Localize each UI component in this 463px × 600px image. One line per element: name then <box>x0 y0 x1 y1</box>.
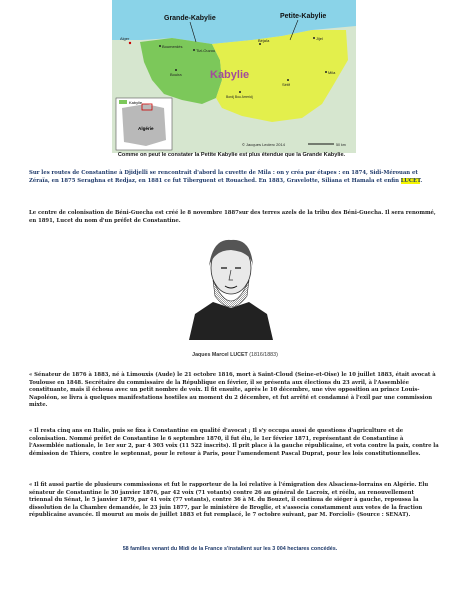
map-label-grande-kabylie: Grande-Kabylie <box>164 15 216 22</box>
town-alger: Alger <box>120 36 130 41</box>
town-jijel: Jijel <box>316 36 323 41</box>
town-setif: Sétif <box>282 82 291 87</box>
map-credit: © Jacques Leclerc 2014 <box>242 142 285 147</box>
paragraph-constantine: « Il resta cinq ans en Italie, puis se fixa à Constantine en qualité d'avocat ; Il s'y occupa aussi de questions d'agriculture et de colonisation. Nommé préfet de Constantine le 6 septembre 1870, il fut élu, le 1er février 1871, représentant de Constantine à l'Assemblée nationale, le 1er sur 2, par 4 303 voix (11 522 inscrits). Il prit place à la gauche républicaine, et vota contre la paix, contre la démission de Thiers, contre le septennat, pour le retour à Paris, pour l'amendement Pascal Duprat, pour les lois constitutionnelles. <box>29 428 439 457</box>
highlight-lucet: LUCET <box>400 177 421 184</box>
map-caption: Comme on peut le constater la Petite Kabylie est plus étendue que la Grande Kabylie. <box>117 152 346 158</box>
kabylie-map <box>112 0 356 153</box>
town-bba: Bordj Bou Arreridj <box>226 95 253 99</box>
map-label-kabylie: Kabylie <box>210 69 250 81</box>
map-scale: 50 km <box>336 143 346 147</box>
map-label-petite-kabylie: Petite-Kabylie <box>280 13 327 20</box>
inset-legend-kabylie-swatch <box>119 100 127 104</box>
paragraph-senateur: « Sénateur de 1876 à 1883, né à Limouxis (Aude) le 21 octobre 1816, mort à Saint-Cloud (Seine-et-Oise) le 10 juillet 1883, était avocat à Toulouse en 1848. Secrétaire du commissaire de la République en février, il se présenta aux élections du 23 avril, à l'Assemblée constituante, mais il échoua avec un petit nombre de voix. Il fit ensuite, après le 10 décembre, une vive opposition au prince Louis-Napoléon, se livra à quelques manifestations hostiles au moment du 2 décembre, et fut arrêté et condamné à l'exil par une commission mixte. <box>29 372 436 409</box>
town-bejaia: Béjaïa <box>258 38 270 43</box>
town-boumerdes: Boumerdès <box>162 44 183 49</box>
inset-label-algerie: Algérie <box>138 126 154 131</box>
portrait-coat <box>189 302 273 340</box>
portrait-years: (1816/1883) <box>249 352 278 358</box>
paragraph-beni-guecha: Le centre de colonisation de Béni-Guecha est créé le 8 novembre 1887sur des terres azels de la tribu des Béni-Guecha. Il sera renommé, en 1891, Lucet du nom d'un préfet de Constantine. <box>29 210 436 224</box>
town-bouira: Bouira <box>170 72 182 77</box>
inset-label-kabylie: Kabylie <box>129 100 143 105</box>
town-mila: Mila <box>328 70 336 75</box>
paragraph-mila-text: Sur les routes de Constantine à Djidjelli se rencontrait d'abord la cuvette de Mila : on y créa par étapes : en 1874, Sidi-Mérouan et Zéraïa, en 1875 Seraghna et Redjaz, en 1881 ce fut Tiberguent et Rouached. En 1883, Gravelotte, Siliana et Hamala et enfin <box>29 170 418 184</box>
final-note: 58 familles venant du Midi de la France s'installent sur les 3 004 hectares concédés. <box>122 546 338 552</box>
town-tizi-ouzou: Tizi-Ouzou <box>196 48 216 53</box>
portrait-caption <box>150 352 320 358</box>
paragraph-mila-routes: Sur les routes de Constantine à Djidjelli se rencontrait d'abord la cuvette de Mila : on y créa par étapes : en 1874, Sidi-Mérouan et Zéraïa, en 1875 Seraghna et Redjaz, en 1881 ce fut Tiberguent et Rouached. En 1883, Gravelotte, Siliana et Hamala et enfin LUCET. <box>29 170 423 184</box>
portrait-lucet <box>185 228 277 340</box>
paragraph-commissions: « Il fit aussi partie de plusieurs commissions et fut le rapporteur de la loi relative à l'émigration des Alsaciens-lorrains en Algérie. Elu sénateur de Constantine le 30 janvier 1876, par 42 voix (71 votants) contre 26 au général de Lacroix, et réélu, au renouvellement triennal du Sénat, le 5 janvier 1879, par 41 voix (77 votants), contre 36 à M. du Bouzet, il continua de siéger à gauche, repoussa la dissolution de la Chambre demandée, le 23 juin 1877, par le ministère de Broglie, et s'associa constamment aux votes de la fraction républicaine avancée. Il mourut au mois de juillet 1883 et fut remplacé, le 7 octobre suivant, par M. Forcioli» (Source : SENAT). <box>29 482 429 519</box>
portrait-name: Jaques Marcel LUCET <box>192 352 248 358</box>
